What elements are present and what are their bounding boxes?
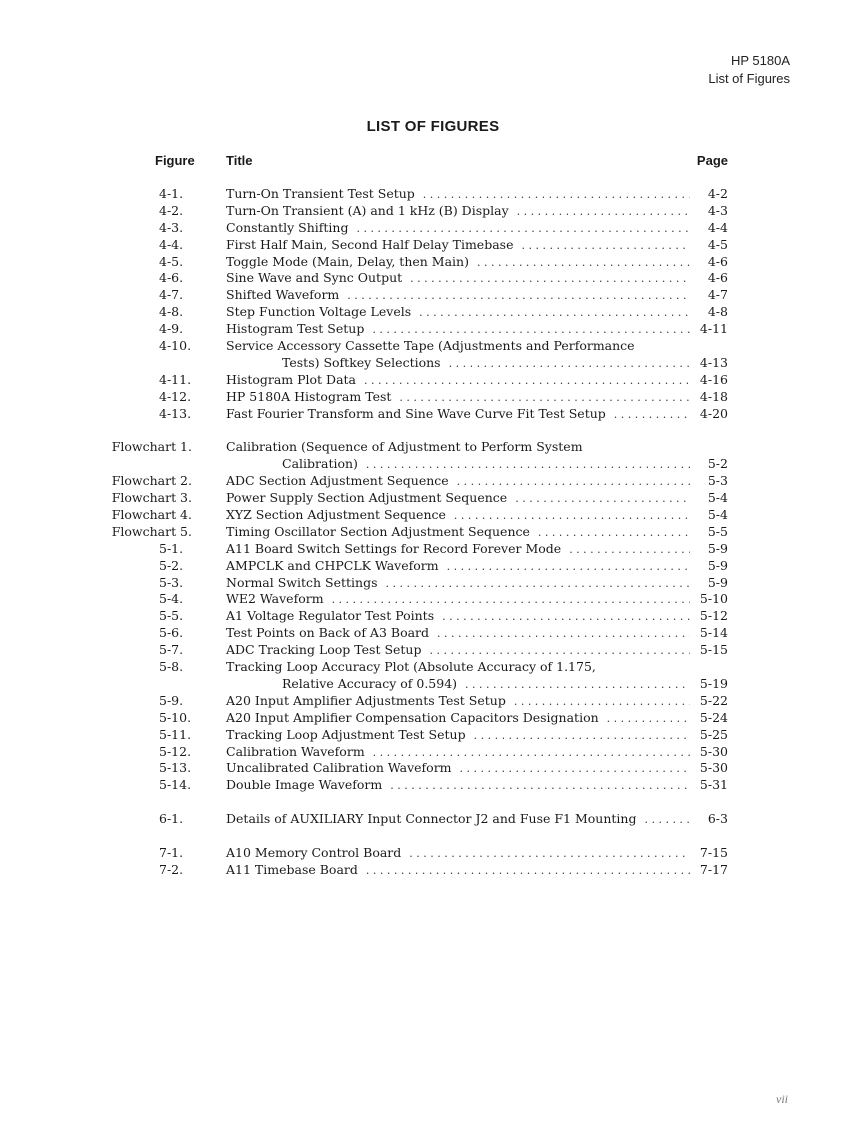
figure-entry (226, 862, 728, 879)
page-ref: 4-3 (707, 202, 728, 218)
page-ref: 5-4 (707, 507, 728, 523)
figure-number: 5-13. (159, 760, 192, 776)
figure-title: Timing Oscillator Section Adjustment Sequence (226, 523, 530, 539)
figure-entry (226, 406, 728, 423)
page-ref: 5-10 (699, 591, 728, 607)
figure-number: 6-1. (159, 811, 184, 827)
dot-leader (644, 812, 690, 828)
figure-title: Calibration Waveform (226, 743, 365, 759)
list-item-continuation (0, 456, 866, 473)
figure-number: Flowchart 4. (111, 507, 192, 523)
figure-entry-continuation (282, 355, 728, 372)
page-ref: 4-11 (699, 321, 728, 337)
figure-title: Tracking Loop Adjustment Test Setup (226, 726, 466, 742)
figure-entry-continuation (282, 676, 728, 693)
figure-title: A11 Board Switch Settings for Record Forever Mode (226, 540, 562, 556)
figure-title: Double Image Waveform (226, 777, 383, 793)
figure-title: Shifted Waveform (226, 287, 340, 303)
figure-title: Uncalibrated Calibration Waveform (226, 760, 452, 776)
list-item (0, 710, 866, 727)
figure-entry (226, 642, 728, 659)
list-item-continuation (0, 355, 866, 372)
dot-leader (449, 356, 690, 372)
page-ref: 5-2 (707, 456, 728, 472)
figure-number: 4-7. (159, 287, 184, 303)
column-header-title: Title (226, 153, 253, 168)
list-item (0, 186, 866, 203)
list-item (0, 490, 866, 507)
figure-number: Flowchart 1. (111, 439, 192, 455)
figure-number: 7-2. (159, 861, 184, 877)
page-ref: 6-3 (707, 811, 728, 827)
dot-leader (569, 542, 690, 558)
figure-number: 4-8. (159, 304, 184, 320)
figure-title: First Half Main, Second Half Delay Timebase (226, 236, 514, 252)
figure-title: ADC Section Adjustment Sequence (226, 473, 449, 489)
figure-number: 5-12. (159, 743, 192, 759)
figure-number: 5-6. (159, 625, 184, 641)
dot-leader (423, 187, 690, 203)
figure-number: 7-1. (159, 845, 184, 861)
page-ref: 5-24 (699, 709, 728, 725)
page-ref: 4-20 (699, 405, 728, 421)
figure-title: A20 Input Amplifier Compensation Capacitors Designation (226, 709, 599, 725)
figure-number: 4-12. (159, 388, 192, 404)
list-item (0, 659, 866, 676)
page-ref: 5-30 (699, 743, 728, 759)
figure-number: 4-1. (159, 186, 184, 201)
page-ref: 4-4 (707, 219, 728, 235)
figure-entry (226, 473, 728, 490)
page-title: LIST OF FIGURES (366, 118, 500, 135)
figure-title: Details of AUXILIARY Input Connector J2 and Fuse F1 Mounting (226, 811, 637, 827)
figure-entry (226, 608, 728, 625)
list-item (0, 524, 866, 541)
figure-entry (226, 727, 728, 744)
page-ref: 4-8 (707, 304, 728, 320)
figure-entry (226, 372, 728, 389)
figure-entry (226, 287, 728, 304)
figure-entry (226, 524, 728, 541)
page-ref: 4-5 (707, 236, 728, 252)
list-item (0, 406, 866, 423)
page-ref: 5-9 (707, 557, 728, 573)
dot-leader (437, 626, 690, 642)
figure-group (0, 186, 866, 422)
list-item (0, 608, 866, 625)
page-ref: 4-7 (707, 287, 728, 303)
dot-leader (614, 407, 690, 423)
list-item (0, 642, 866, 659)
figure-title-continuation: Relative Accuracy of 0.594) (282, 675, 458, 691)
dot-leader (419, 305, 690, 321)
list-item (0, 760, 866, 777)
page-number: vii (776, 1092, 788, 1106)
figure-number: 4-9. (159, 321, 184, 337)
list-item (0, 203, 866, 220)
list-item (0, 744, 866, 761)
figure-number: 5-5. (159, 608, 184, 624)
list-item (0, 321, 866, 338)
figure-number: 4-11. (159, 371, 192, 387)
figure-entry (226, 760, 728, 777)
page-ref: 5-15 (699, 642, 728, 658)
figure-number: 5-1. (159, 540, 184, 556)
figure-title: Power Supply Section Adjustment Sequence (226, 490, 508, 506)
figure-entry (226, 237, 728, 254)
figure-title: Sine Wave and Sync Output (226, 270, 403, 286)
page-ref: 5-5 (707, 523, 728, 539)
figure-number: 5-14. (159, 777, 192, 793)
figure-number: 4-5. (159, 253, 184, 269)
figure-title: XYZ Section Adjustment Sequence (226, 507, 446, 523)
figure-title-continuation: Calibration) (282, 456, 358, 472)
dot-leader (447, 559, 690, 575)
figure-entry (226, 220, 728, 237)
figure-number: Flowchart 2. (111, 473, 192, 489)
list-item (0, 541, 866, 558)
column-header-figure: Figure (155, 153, 195, 168)
figure-entry (226, 811, 728, 828)
dot-leader (347, 288, 690, 304)
list-item (0, 304, 866, 321)
page-ref: 5-3 (707, 473, 728, 489)
figure-title: AMPCLK and CHPCLK Waveform (226, 557, 439, 573)
figure-title: Service Accessory Cassette Tape (Adjustments and Performance (226, 338, 635, 354)
figure-number: 4-10. (159, 338, 192, 354)
figure-number: 5-2. (159, 557, 184, 573)
figure-title: Fast Fourier Transform and Sine Wave Curve Fit Test Setup (226, 405, 606, 421)
list-item (0, 439, 866, 456)
figure-entry (226, 710, 728, 727)
figure-entry (226, 270, 728, 287)
figure-entry (226, 659, 728, 675)
page-ref: 5-19 (699, 675, 728, 691)
figure-number: 5-8. (159, 659, 184, 675)
list-item (0, 777, 866, 794)
figure-number: 4-6. (159, 270, 184, 286)
figure-title: A11 Timebase Board (226, 861, 358, 877)
dot-leader (430, 643, 691, 659)
dot-leader (442, 609, 690, 625)
list-item (0, 254, 866, 271)
figure-title: WE2 Waveform (226, 591, 324, 607)
page-ref: 5-4 (707, 490, 728, 506)
figure-entry-continuation (282, 456, 728, 473)
figure-number: 4-13. (159, 405, 192, 421)
list-item (0, 372, 866, 389)
figure-list (0, 186, 866, 896)
list-item (0, 220, 866, 237)
figure-number: Flowchart 3. (111, 490, 192, 506)
figure-entry (226, 439, 728, 455)
figure-entry (226, 490, 728, 507)
figure-title: Calibration (Sequence of Adjustment to Perform System (226, 439, 583, 455)
figure-title: Tracking Loop Accuracy Plot (Absolute Accuracy of 1.175, (226, 659, 596, 675)
page-ref: 4-16 (699, 371, 728, 387)
figure-entry (226, 693, 728, 710)
list-item (0, 558, 866, 575)
page-ref: 5-31 (699, 777, 728, 793)
figure-entry (226, 338, 728, 354)
figure-number: 5-4. (159, 591, 184, 607)
dot-leader (465, 677, 690, 693)
figure-group (0, 439, 866, 794)
dot-leader (356, 221, 690, 237)
figure-group (0, 845, 866, 879)
figure-title: Turn-On Transient (A) and 1 kHz (B) Display (226, 202, 509, 218)
dot-leader (538, 525, 690, 541)
figure-entry (226, 845, 728, 862)
page-ref: 4-6 (707, 270, 728, 286)
list-item (0, 507, 866, 524)
list-item (0, 338, 866, 355)
dot-leader (386, 576, 691, 592)
page-ref: 5-9 (707, 540, 728, 556)
dot-leader (454, 508, 690, 524)
figure-title: Turn-On Transient Test Setup (226, 186, 415, 201)
figure-entry (226, 541, 728, 558)
dot-leader (373, 745, 690, 761)
page-ref: 5-22 (699, 692, 728, 708)
page-ref: 7-15 (699, 845, 728, 861)
dot-leader (409, 846, 690, 862)
figure-title: A1 Voltage Regulator Test Points (226, 608, 435, 624)
figure-title: Histogram Plot Data (226, 371, 356, 387)
dot-leader (366, 457, 690, 473)
list-item (0, 811, 866, 828)
figure-entry (226, 304, 728, 321)
dot-leader (390, 778, 690, 794)
dot-leader (372, 322, 690, 338)
figure-entry (226, 254, 728, 271)
dot-leader (410, 271, 690, 287)
page-ref: 4-2 (707, 186, 728, 201)
figure-title: HP 5180A Histogram Test (226, 388, 392, 404)
page-ref: 4-6 (707, 253, 728, 269)
figure-title: A20 Input Amplifier Adjustments Test Setup (226, 692, 506, 708)
dot-leader (514, 694, 690, 710)
figure-title: Histogram Test Setup (226, 321, 365, 337)
list-item (0, 693, 866, 710)
figure-number: 4-3. (159, 219, 184, 235)
dot-leader (457, 474, 690, 490)
figure-title: Test Points on Back of A3 Board (226, 625, 430, 641)
figure-entry (226, 507, 728, 524)
figure-title: Step Function Voltage Levels (226, 304, 412, 320)
figure-number: 4-2. (159, 202, 184, 218)
page-ref: 5-30 (699, 760, 728, 776)
figure-number: 4-4. (159, 236, 184, 252)
dot-leader (477, 255, 690, 271)
page-ref: 5-9 (707, 574, 728, 590)
figure-number: 5-10. (159, 709, 192, 725)
figure-entry (226, 558, 728, 575)
list-item (0, 237, 866, 254)
dot-leader (366, 863, 690, 879)
figure-title: Normal Switch Settings (226, 574, 378, 590)
figure-number: 5-3. (159, 574, 184, 590)
figure-entry (226, 203, 728, 220)
figure-entry (226, 744, 728, 761)
dot-leader (521, 238, 690, 254)
figure-entry (226, 591, 728, 608)
figure-number: 5-9. (159, 692, 184, 708)
figure-number: 5-7. (159, 642, 184, 658)
figure-entry (226, 321, 728, 338)
list-item (0, 591, 866, 608)
dot-leader (460, 761, 690, 777)
figure-entry (226, 575, 728, 592)
list-item (0, 575, 866, 592)
dot-leader (474, 728, 690, 744)
figure-title: Toggle Mode (Main, Delay, then Main) (226, 253, 469, 269)
dot-leader (607, 711, 690, 727)
list-item (0, 270, 866, 287)
figure-entry (226, 777, 728, 794)
list-item (0, 845, 866, 862)
page-ref: 7-17 (699, 861, 728, 877)
list-item (0, 287, 866, 304)
list-item (0, 473, 866, 490)
page-ref: 5-25 (699, 726, 728, 742)
dot-leader (364, 373, 690, 389)
dot-leader (515, 491, 690, 507)
figure-number: 5-11. (159, 726, 192, 742)
running-header (708, 52, 790, 88)
figure-entry (226, 389, 728, 406)
list-item (0, 389, 866, 406)
column-header-page: Page (696, 153, 728, 168)
header-model: HP 5180A (730, 53, 790, 68)
figure-number: Flowchart 5. (111, 523, 192, 539)
dot-leader (332, 592, 690, 608)
page-ref: 5-14 (699, 625, 728, 641)
figure-group (0, 811, 866, 828)
page-ref: 5-12 (699, 608, 728, 624)
figure-title-continuation: Tests) Softkey Selections (282, 354, 441, 370)
dot-leader (399, 390, 690, 406)
page-ref: 4-13 (699, 354, 728, 370)
page-ref: 4-18 (699, 388, 728, 404)
figure-title: A10 Memory Control Board (226, 845, 402, 861)
figure-title: ADC Tracking Loop Test Setup (226, 642, 422, 658)
figure-entry (226, 625, 728, 642)
list-item (0, 625, 866, 642)
header-section: List of Figures (708, 71, 790, 86)
list-item (0, 862, 866, 879)
list-item-continuation (0, 676, 866, 693)
list-item (0, 727, 866, 744)
dot-leader (517, 204, 690, 220)
figure-title: Constantly Shifting (226, 219, 349, 235)
figure-entry (226, 186, 728, 203)
